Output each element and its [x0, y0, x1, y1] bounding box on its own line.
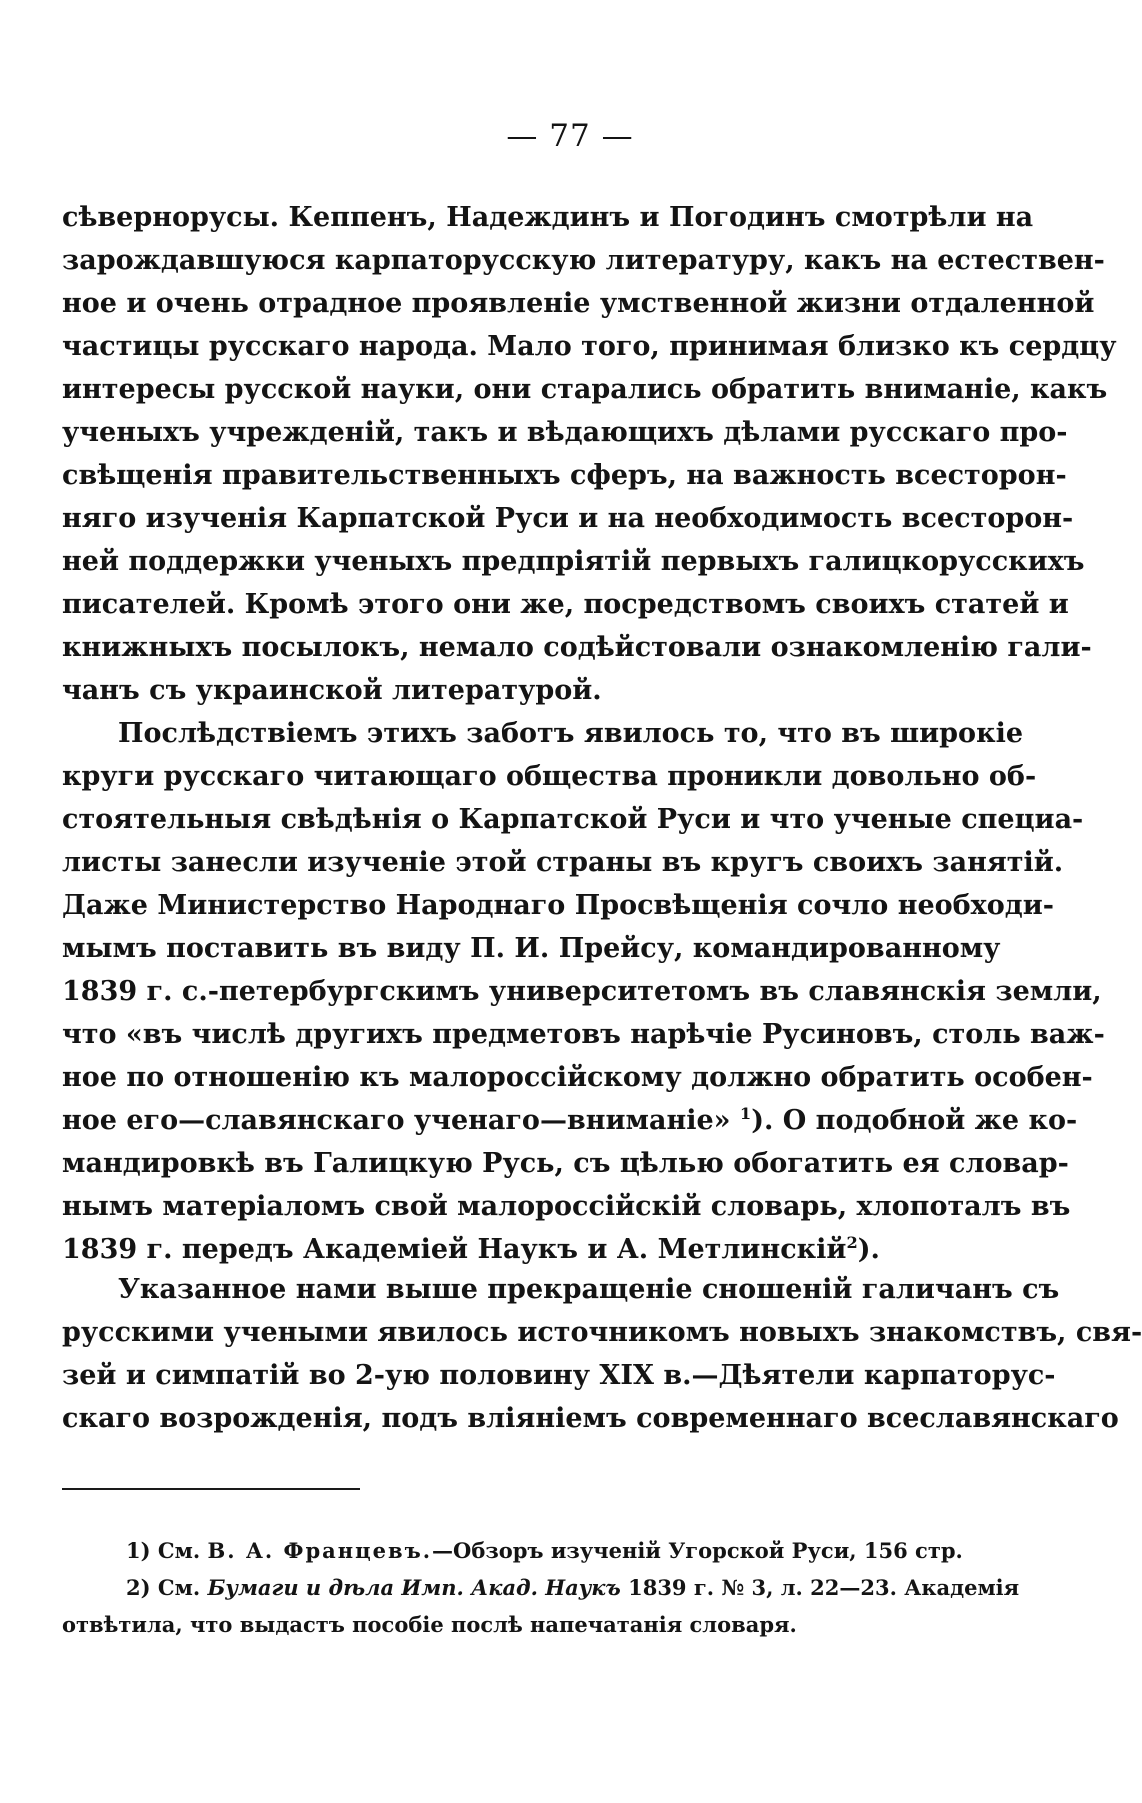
text-line: интересы русской науки, они старались обратить вниманіе, какъ [62, 374, 1108, 405]
footnote-marker: 2) См. [126, 1575, 201, 1600]
text-line: ное по отношенію къ малороссійскому должно обратить особен- [62, 1062, 1093, 1093]
footnote-title: Бумаги и дѣла Имп. Акад. Наукъ [207, 1575, 621, 1600]
text-line: стоятельныя свѣдѣнія о Карпатской Руси и что ученые специа- [62, 804, 1084, 835]
footnote-separator [62, 1488, 360, 1490]
text-line: книжныхъ посылокъ, немало содѣйстовали ознакомленію гали- [62, 632, 1092, 663]
paragraph-3 [62, 1268, 1142, 1440]
text-line: ней поддержки ученыхъ предпріятій первыхъ галицкорусскихъ [62, 546, 1085, 577]
text-line: Указанное нами выше прекращеніе сношеній галичанъ съ [118, 1274, 1060, 1305]
text-line: нымъ матеріаломъ свой малороссійскій словарь, хлопоталъ въ [62, 1191, 1071, 1222]
footnote-author: В. А. Францевъ. [207, 1538, 433, 1563]
page-number: — 77 — [506, 118, 634, 154]
text-fragment: ). О подобной же ко- [751, 1105, 1078, 1136]
text-line: Послѣдствіемъ этихъ заботъ явилось то, что въ широкіе [118, 718, 1024, 749]
text-line: ученыхъ учрежденій, такъ и вѣдающихъ дѣлами русскаго про- [62, 417, 1068, 448]
text-line: мымъ поставить въ виду П. И. Прейсу, командированному [62, 933, 1001, 964]
paragraph-1 [62, 196, 1117, 712]
footnote-ref-2[interactable]: 2 [846, 1233, 858, 1252]
footnote-ref-1[interactable]: 1 [739, 1104, 752, 1123]
text-line: сѣвернорусы. Кеппенъ, Надеждинъ и Погодинъ смотрѣли на [62, 202, 1034, 233]
text-line: русскими учеными явилось источникомъ новыхъ знакомствъ, свя- [62, 1317, 1142, 1348]
text-line: частицы русскаго народа. Мало того, принимая близко къ сердцу [62, 331, 1117, 362]
text-line: листы занесли изученіе этой страны въ кругъ своихъ занятій. [62, 847, 1064, 878]
footnote-marker: 1) См. [126, 1538, 201, 1563]
text-line: мандировкѣ въ Галицкую Русь, съ цѣлью обогатить ея словар- [62, 1148, 1069, 1179]
footnote-text: —Обзоръ изученій Угорской Руси, 156 стр. [432, 1538, 963, 1563]
paragraph-2 [62, 712, 1105, 1271]
text-line: писателей. Кромѣ этого они же, посредствомъ своихъ статей и [62, 589, 1069, 620]
text-line: свѣщенія правительственныхъ сферъ, на важность всесторон- [62, 460, 1067, 491]
text-line: ное и очень отрадное проявленіе умственной жизни отдаленной [62, 288, 1095, 319]
text-line: зарождавшуюся карпаторусскую литературу, какъ на естествен- [62, 245, 1105, 276]
text-fragment: ). [857, 1234, 880, 1265]
text-fragment: ное его—славянскаго ученаго—вниманіе» [62, 1105, 731, 1136]
text-line-with-footnote [62, 1228, 946, 1271]
text-line: круги русскаго читающаго общества проникли довольно об- [62, 761, 1037, 792]
text-fragment: 1839 г. передъ Академіей Наукъ и А. Метлинскій [62, 1234, 847, 1265]
text-line: няго изученія Карпатской Руси и на необходимость всесторон- [62, 503, 1074, 534]
footnote-2 [62, 1569, 1020, 1606]
footnote-text: 1839 г. № 3, л. 22—23. Академія [628, 1575, 1020, 1600]
text-line: Даже Министерство Народнаго Просвѣщенія сочло необходи- [62, 890, 1054, 921]
footnote-2-continuation: отвѣтила, что выдастъ пособіе послѣ напечатанія словаря. [62, 1612, 797, 1637]
text-line: скаго возрожденія, подъ вліяніемъ современнаго всеславянскаго [62, 1403, 1119, 1434]
footnote-1 [62, 1532, 963, 1569]
text-line: что «въ числѣ другихъ предметовъ нарѣчіе Русиновъ, столь важ- [62, 1019, 1105, 1050]
text-line-with-footnote [62, 1099, 1078, 1142]
text-line: чанъ съ украинской литературой. [62, 675, 602, 706]
text-line: 1839 г. с.-петербургскимъ университетомъ въ славянскія земли, [62, 976, 1102, 1007]
footnotes [62, 1532, 1020, 1643]
text-line: зей и симпатій во 2-ую половину XIX в.—Дѣятели карпаторус- [62, 1360, 1056, 1391]
